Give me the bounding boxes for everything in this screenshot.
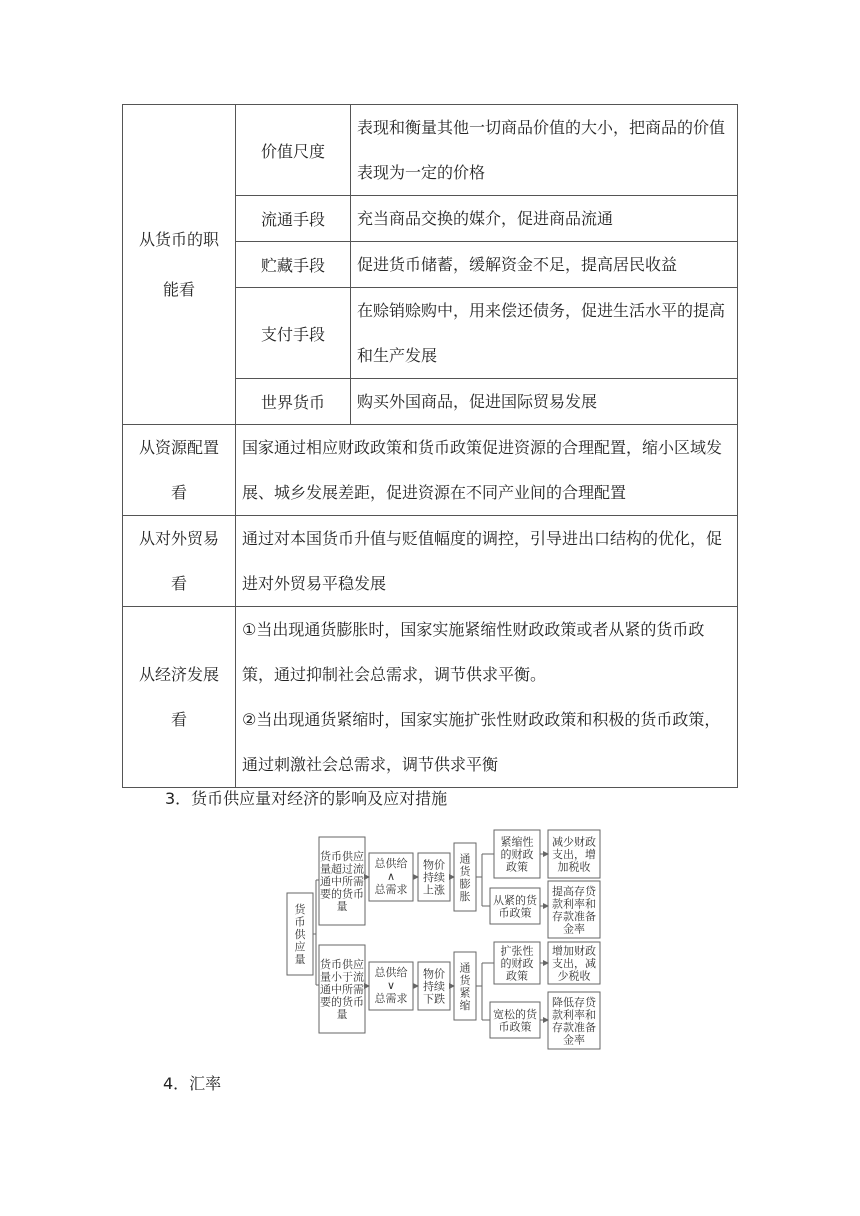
function-desc: 在赊销赊购中，用来偿还债务，促进生活水平的提高和生产发展 xyxy=(351,288,738,379)
diagram-text-lower-state: 通货紧缩 xyxy=(459,961,471,1012)
section-heading-4: 4．汇率 xyxy=(163,1074,222,1093)
resource-label: 从资源配置看 xyxy=(123,425,236,516)
functions-group-label: 从货币的职能看 xyxy=(123,105,236,425)
diagram-text-lower-relation: 总供给∨总需求 xyxy=(374,966,408,1005)
section-heading-3: 3．货币供应量对经济的影响及应对措施 xyxy=(165,789,448,808)
diagram-text-upper-policy2: 从紧的货币政策 xyxy=(493,893,537,920)
diagram-text-upper-measure2: 提高存贷款利率和存款准备金率 xyxy=(552,884,596,936)
diagram-text-upper-cause: 货币供应量超过流通中所需要的货币量 xyxy=(320,850,364,913)
trade-label: 从对外贸易看 xyxy=(123,516,236,607)
diagram-text-root: 货币供应量 xyxy=(294,903,306,966)
function-desc: 充当商品交换的媒介，促进商品流通 xyxy=(351,196,738,242)
diagram-text-lower-price: 物价持续下跌 xyxy=(423,967,445,1006)
diagram-text-upper-price: 物价持续上涨 xyxy=(423,858,445,897)
diagram-text-lower-cause: 货币供应量小于流通中所需要的货币量 xyxy=(320,958,364,1021)
function-desc: 购买外国商品，促进国际贸易发展 xyxy=(351,379,738,425)
diagram-text-lower-policy1: 扩张性的财政政策 xyxy=(500,944,534,983)
function-desc: 促进货币储蓄，缓解资金不足，提高居民收益 xyxy=(351,242,738,288)
function-name: 世界货币 xyxy=(236,379,351,425)
economy-item-2: ②当出现通货紧缩时，国家实施扩张性财政政策和积极的货币政策，通过刺激社会总需求，调节供求平衡 xyxy=(242,710,721,774)
diagram-text-upper-policy1: 紧缩性的财政政策 xyxy=(500,835,534,874)
function-name: 价值尺度 xyxy=(236,105,351,196)
function-name: 支付手段 xyxy=(236,288,351,379)
resource-desc: 国家通过相应财政政策和货币政策促进资源的合理配置，缩小区域发展、城乡发展差距，促进资源在不同产业间的合理配置 xyxy=(236,425,738,516)
diagram-text-upper-relation: 总供给∧总需求 xyxy=(374,857,408,896)
diagram-text-upper-measure1: 减少财政支出，增加税收 xyxy=(552,835,596,874)
economy-item-1: ①当出现通货膨胀时，国家实施紧缩性财政政策或者从紧的货币政策，通过抑制社会总需求，调节供求平衡。 xyxy=(242,620,705,684)
function-desc: 表现和衡量其他一切商品价值的大小，把商品的价值表现为一定的价格 xyxy=(351,105,738,196)
economy-label: 从经济发展看 xyxy=(123,607,236,788)
function-name: 贮藏手段 xyxy=(236,242,351,288)
diagram-text-lower-measure2: 降低存贷款利率和存款准备金率 xyxy=(552,995,596,1047)
function-name: 流通手段 xyxy=(236,196,351,242)
diagram-text-lower-policy2: 宽松的货币政策 xyxy=(493,1007,537,1034)
diagram-text-lower-measure1: 增加财政支出，减少税收 xyxy=(552,944,596,983)
trade-desc: 通过对本国货币升值与贬值幅度的调控，引导进出口结构的优化，促进对外贸易平稳发展 xyxy=(236,516,738,607)
diagram-text-upper-state: 通货膨胀 xyxy=(459,852,471,903)
